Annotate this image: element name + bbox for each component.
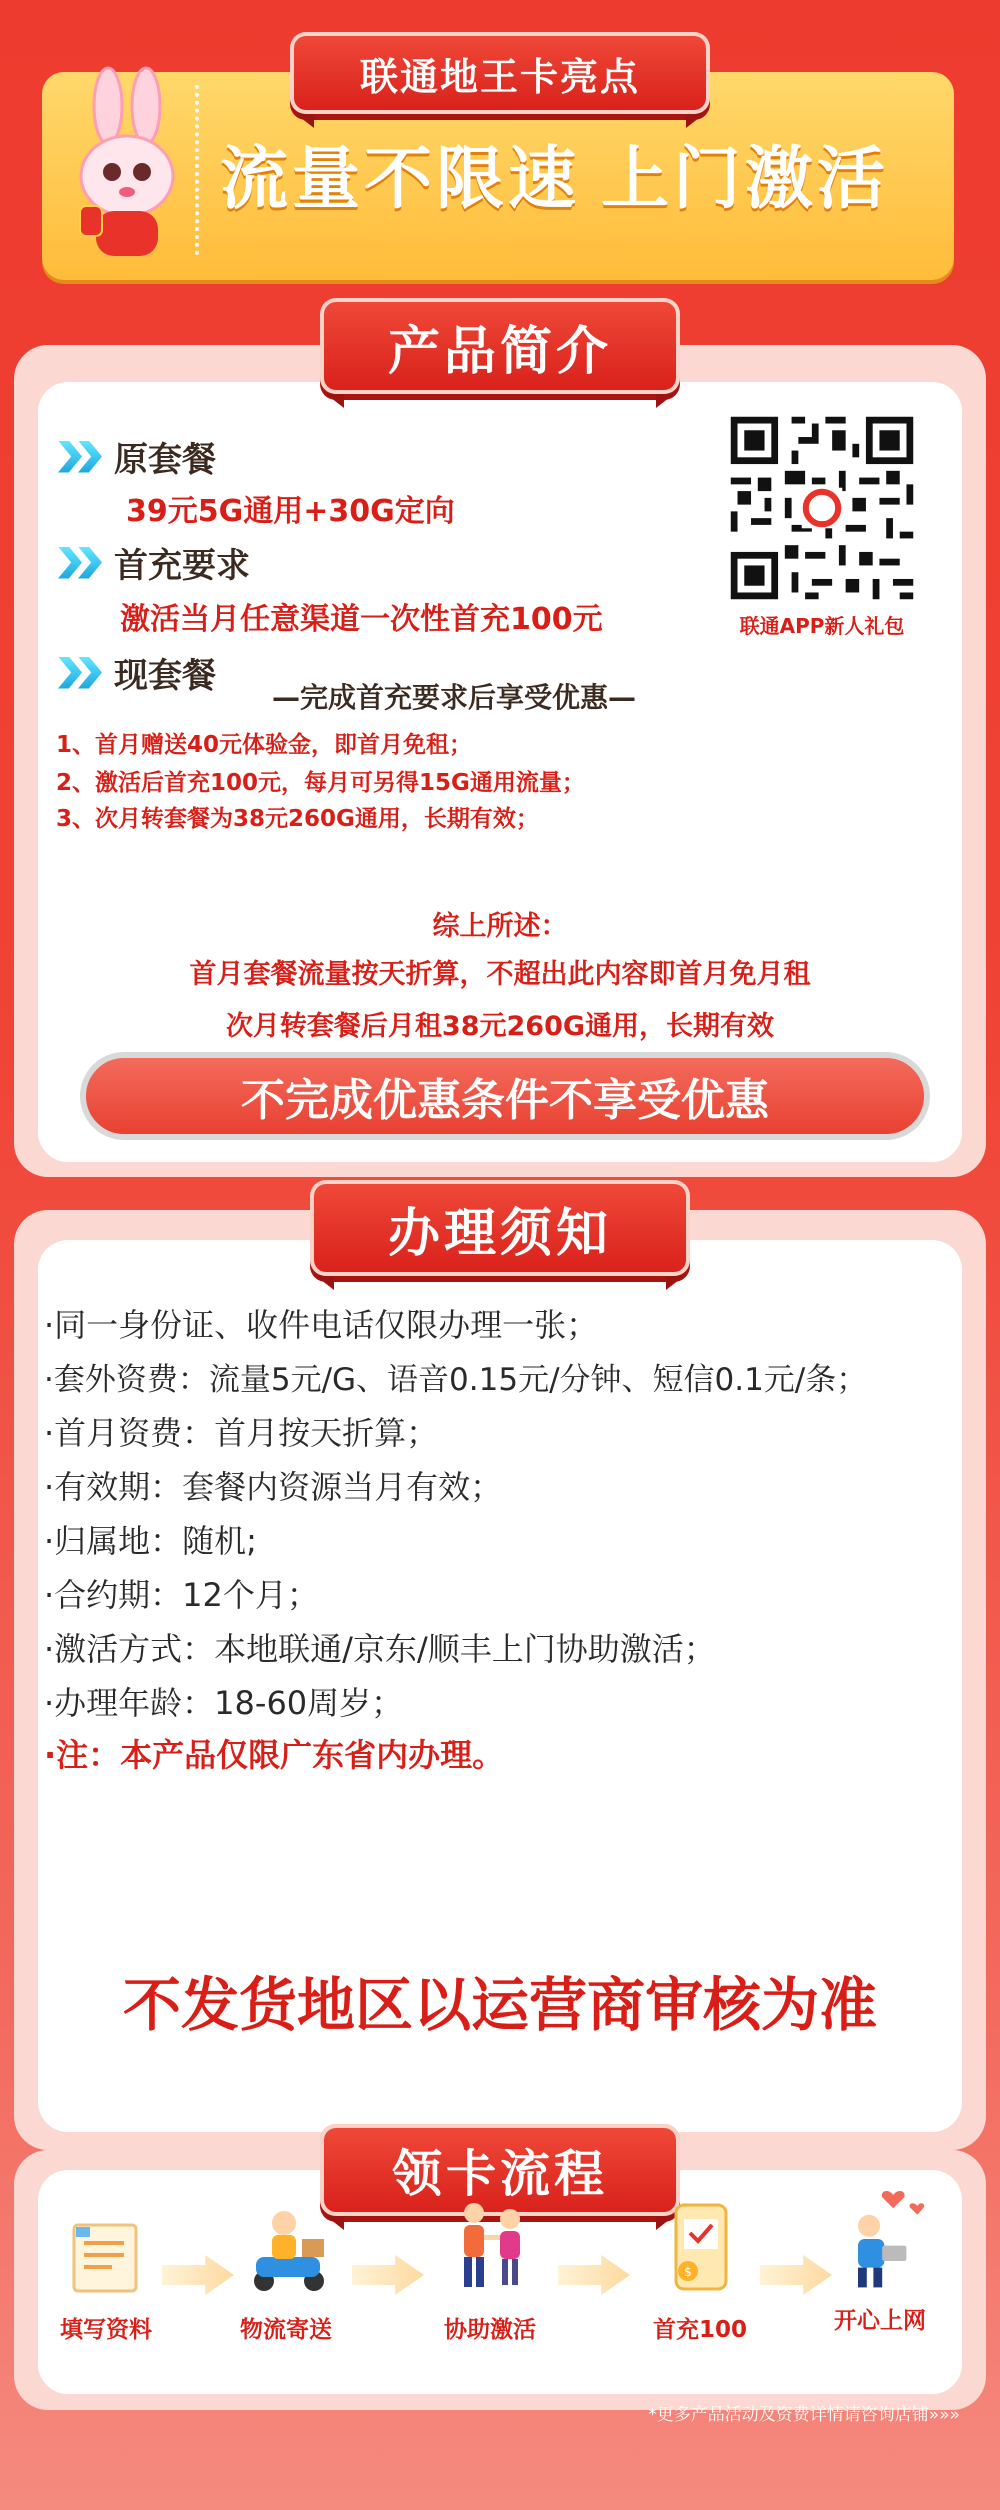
chevron-right-icon [58, 437, 108, 477]
current-plan-subtitle: —完成首充要求后享受优惠— [272, 681, 637, 714]
flow-section-title-label: 领卡流程 [392, 2145, 608, 2203]
handshake-icon [440, 2195, 540, 2295]
notice-section-title [310, 1180, 690, 1276]
flow-step-label: 首充100 [652, 2317, 747, 2343]
summary-title: 综上所述： [432, 911, 568, 942]
warning-text: 不完成优惠条件不享受优惠 [241, 1075, 769, 1126]
first-charge-value: 激活当月任意渠道一次性首充100元 [120, 602, 603, 637]
delivery-icon [236, 2195, 336, 2295]
svg-text:$: $ [684, 2265, 692, 2279]
original-plan-value: 39元5G通用+30G定向 [126, 494, 455, 529]
first-charge-label [58, 538, 250, 587]
summary-line: 次月转套餐后月租38元260G通用，长期有效 [225, 1011, 775, 1042]
flow-step [36, 2195, 176, 2344]
rabbit-mascot-icon [60, 66, 190, 276]
no-ship-notice: 不发货地区以运营商审核为准 [122, 1971, 877, 2039]
header-divider [195, 85, 199, 255]
notice-item: ·合约期：12个月； [44, 1576, 319, 1614]
flow-step-label: 物流寄送 [240, 2317, 332, 2343]
notice-item: ·办理年龄：18-60周岁； [44, 1684, 404, 1722]
header-badge [290, 32, 710, 114]
current-plan-label-text: 现套餐 [114, 656, 216, 696]
happy-user-icon [825, 2180, 935, 2298]
benefit-item: 1、首月赠送40元体验金，即首月免租； [56, 732, 473, 758]
flow-step [420, 2195, 560, 2344]
flow-step [216, 2195, 356, 2344]
benefit-item: 2、激活后首充100元，每月可另得15G通用流量； [56, 770, 585, 796]
chevron-right-icon [58, 653, 108, 693]
benefit-item: 3、次月转套餐为38元260G通用，长期有效； [56, 806, 539, 832]
phone-recharge-icon [650, 2195, 750, 2295]
qr-code-icon [724, 410, 920, 606]
flow-step-label: 填写资料 [60, 2317, 152, 2343]
footnote: *更多产品活动及资费详情请咨询店铺»»» [648, 2405, 960, 2425]
flow-step-label: 协助激活 [444, 2317, 536, 2343]
notice-item: ·同一身份证、收件电话仅限办理一张； [44, 1306, 599, 1344]
notice-item: ·首月资费：首月按天折算； [44, 1414, 439, 1452]
current-plan-label [58, 648, 216, 697]
flow-step [810, 2180, 950, 2335]
summary-line: 首月套餐流量按天折算，不超出此内容即首月免月租 [189, 959, 811, 990]
qr-caption: 联通APP新人礼包 [739, 614, 905, 638]
original-plan-label [58, 432, 216, 481]
header-title: 流量不限速 上门激活 [220, 141, 890, 217]
flow-step [630, 2195, 770, 2344]
notice-item: ·激活方式：本地联通/京东/顺丰上门协助激活； [44, 1630, 716, 1668]
original-plan-label-text: 原套餐 [114, 440, 216, 480]
first-charge-label-text: 首充要求 [114, 546, 250, 586]
notice-item: ·归属地：随机; [44, 1522, 257, 1560]
notice-item: ·有效期：套餐内资源当月有效； [44, 1468, 503, 1506]
notice-item: ·套外资费：流量5元/G、语音0.15元/分钟、短信0.1元/条； [44, 1362, 868, 1398]
notice-note: ·注：本产品仅限广东省内办理。 [44, 1736, 505, 1774]
form-icon [56, 2195, 156, 2295]
product-section-title [320, 298, 680, 394]
header-badge-label: 联通地王卡亮点 [359, 54, 640, 99]
warning-banner [80, 1052, 930, 1140]
flow-step-label: 开心上网 [834, 2308, 926, 2334]
product-section-title-label: 产品简介 [387, 321, 612, 382]
notice-section-title-label: 办理须知 [387, 1203, 612, 1264]
chevron-right-icon [58, 543, 108, 583]
